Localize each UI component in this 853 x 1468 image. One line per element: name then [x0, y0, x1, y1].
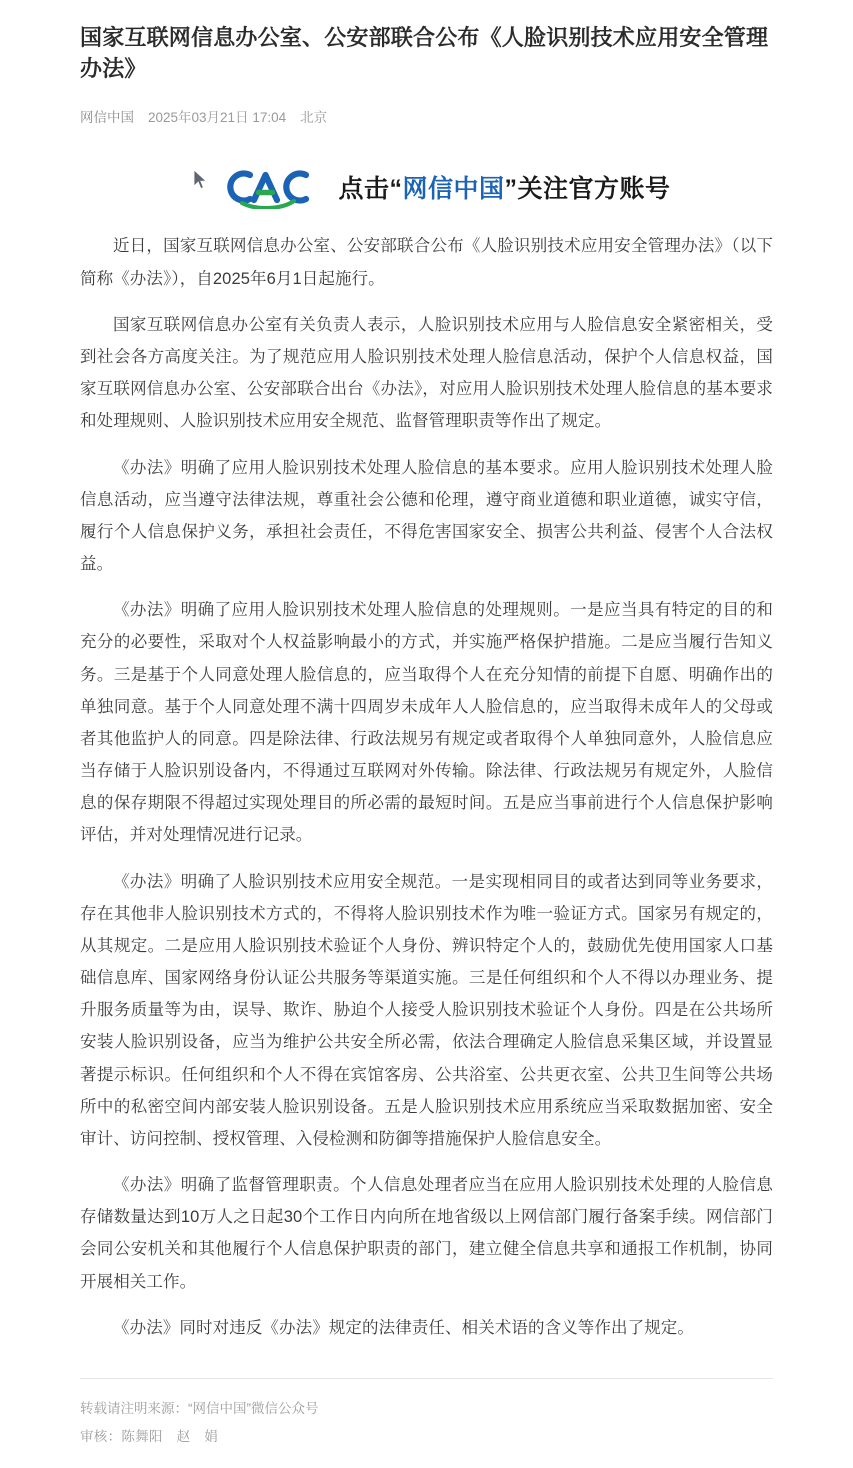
paragraph: 《办法》明确了监督管理职责。个人信息处理者应当在应用人脸识别技术处理的人脸信息存储数量达到10万人之日起30个工作日内向所在地省级以上网信部门履行备案手续。网信部门会同公安机关和其他履行个人信息保护职责的部门，建立健全信息共享和通报工作机制，协同开展相关工作。	[80, 1176, 773, 1291]
paragraph: 《办法》明确了人脸识别技术应用安全规范。一是实现相同目的或者达到同等业务要求，存在其他非人脸识别技术方式的，不得将人脸识别技术作为唯一验证方式。国家另有规定的，从其规定。二是应用人脸识别技术验证个人身份、辨识特定个人的，鼓励优先使用国家人口基础信息库、国家网络身份认证公共服务等渠道实施。三是任何组织和个人不得以办理业务、提升服务质量等为由，误导、欺诈、胁迫个人接受人脸识别技术验证个人身份。四是在公共场所安装人脸识别设备，应当为维护公共安全所必需，依法合理确定人脸信息采集区域，并设置显著提示标识。任何组织和个人不得在宾馆客房、公共浴室、公共更衣室、公共卫生间等公共场所中的私密空间内部安装人脸识别设备。五是人脸识别技术应用系统应当采取数据加密、安全审计、访问控制、授权管理、入侵检测和防御等措施保护人脸信息安全。	[80, 872, 773, 1148]
account-name[interactable]: 网信中国	[80, 110, 134, 126]
page-title: 国家互联网信息办公室、公安部联合公布《人脸识别技术应用安全管理办法》	[80, 25, 769, 82]
footer-source: 转载请注明来源：“网信中国”微信公众号	[80, 1400, 319, 1416]
article-body	[80, 230, 773, 1344]
banner-text-before: 点击“	[338, 175, 403, 204]
banner-text-after: ”关注官方账号	[504, 175, 671, 204]
article-footer	[80, 1378, 773, 1468]
banner-text	[338, 169, 670, 205]
cac-logo	[220, 165, 324, 209]
follow-account-banner[interactable]	[80, 156, 773, 218]
article-meta	[80, 106, 773, 126]
banner-text-highlight: 网信中国	[402, 175, 505, 204]
cursor-arrow-icon	[192, 169, 208, 191]
paragraph: 国家互联网信息办公室有关负责人表示，人脸识别技术应用与人脸信息安全紧密相关，受到社会各方高度关注。为了规范应用人脸识别技术处理人脸信息活动，保护个人信息权益，国家互联网信息办公室、公安部联合出台《办法》，对应用人脸识别技术处理人脸信息的基本要求和处理规则、人脸识别技术应用安全规范、监督管理职责等作出了规定。	[80, 315, 773, 431]
paragraph: 《办法》明确了应用人脸识别技术处理人脸信息的处理规则。一是应当具有特定的目的和充分的必要性，采取对个人权益影响最小的方式，并实施严格保护措施。二是应当履行告知义务。三是基于个人同意处理人脸信息的，应当取得个人在充分知情的前提下自愿、明确作出的单独同意。基于个人同意处理不满十四周岁未成年人人脸信息的，应当取得未成年人的父母或者其他监护人的同意。四是除法律、行政法规另有规定或者取得个人单独同意外，人脸信息应当存储于人脸识别设备内，不得通过互联网对外传输。除法律、行政法规另有规定外，人脸信息的保存期限不得超过实现处理目的所必需的最短时间。五是应当事前进行个人信息保护影响评估，并对处理情况进行记录。	[80, 601, 773, 845]
paragraph: 近日，国家互联网信息办公室、公安部联合公布《人脸识别技术应用安全管理办法》（以下简称《办法》），自2025年6月1日起施行。	[80, 237, 773, 288]
paragraph: 《办法》明确了应用人脸识别技术处理人脸信息的基本要求。应用人脸识别技术处理人脸信息活动，应当遵守法律法规，尊重社会公德和伦理，遵守商业道德和职业道德，诚实守信，履行个人信息保护义务，承担社会责任，不得危害国家安全、损害公共利益、侵害个人合法权益。	[80, 458, 773, 574]
paragraph: 《办法》同时对违反《办法》规定的法律责任、相关术语的含义等作出了规定。	[113, 1318, 694, 1337]
footer-reviewers: 审核：陈舞阳 赵 娟	[80, 1429, 218, 1445]
publish-location: 北京	[300, 110, 328, 126]
publish-timestamp: 2025年03月21日 17:04	[148, 110, 287, 126]
